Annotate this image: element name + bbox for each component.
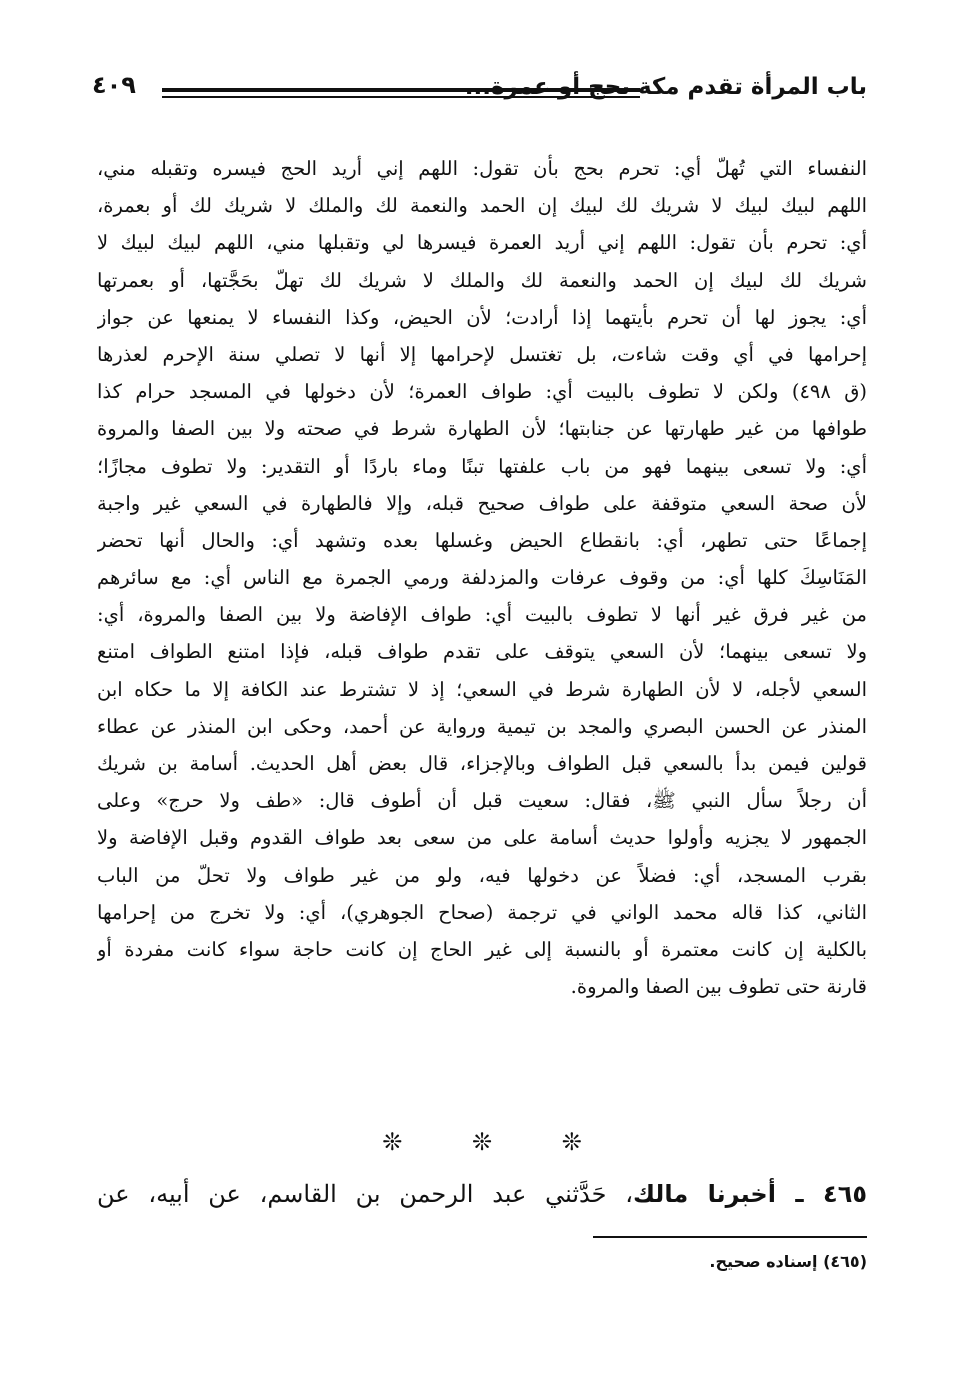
page-number: ٤٠٩ bbox=[92, 71, 136, 99]
text-line: بالكلية إن كانت معتمرة أو بالنسبة إلى غير الحاج إن كانت حاجة سواء كانت مفردة أو bbox=[97, 937, 867, 961]
page-header bbox=[92, 66, 867, 116]
text-line: الثاني، كذا قاله محمد الواني في ترجمة (صحاح الجوهري)، أي: ولا تخرج من إحرامها bbox=[97, 900, 867, 924]
separator-star-icon: ❊ bbox=[471, 1128, 493, 1156]
text-line: من غير فرق غير أنها لا تطوف بالبيت أي: طواف الإفاضة ولا بين الصفا والمروة، أي: bbox=[97, 603, 867, 627]
text-line: السعي لأجله، لا لأن الطهارة شرط في السعي؛ إذ لا تشترط عند الكافة إلا ما حكاه ابن bbox=[97, 677, 867, 701]
commentary-text bbox=[97, 150, 867, 1005]
text-line: إحرامها في أي وقت شاءت، بل تغتسل لإحرامها إلا أنها لا تصلي سنة الإحرم لعذرها bbox=[97, 342, 867, 366]
text-line: المَنَاسِكَ كلها أي: من وقوف عرفات والمزدلفة ورمي الجمرة مع الناس أي: مع سائرهم bbox=[97, 566, 867, 590]
text-line: بقرب المسجد، أي: فضلاً عن دخولها فيه، ولو من غير طواف ولا تحلّ من الباب bbox=[97, 863, 867, 887]
separator-star-icon: ❊ bbox=[382, 1128, 403, 1156]
section-separator bbox=[97, 1127, 867, 1157]
text-line: اللهم لبيك لبيك لا شريك لك لبيك إن الحمد والنعمة لك والملك لا شريك لك أو بعمرة، bbox=[97, 194, 867, 218]
text-line: لأن صحة السعي متوقفة على طواف صحيح قبله، وإلا فالطهارة في السعي غير واجبة bbox=[97, 491, 867, 515]
text-line: قارنة حتى تطوف بين الصفا والمروة. bbox=[570, 975, 867, 999]
text-line: شريك لك لبيك إن الحمد والنعمة لك والملك لا شريك لك تهلّ بحَجَّتها، أو بعمرتها bbox=[97, 268, 867, 292]
text-line: النفساء التي تُهلّ أي: تحرم بحج بأن تقول: اللهم إني أريد الحج فيسره وتقبله مني، bbox=[97, 157, 867, 180]
text-line: الجمهور لا يجزيه وأولوا حديث أسامة على من سعى بعد طواف القدوم وقبل الإفاضة ولا bbox=[97, 826, 867, 850]
separator-star-icon: ❊ bbox=[561, 1128, 582, 1156]
text-line: أي: ولا تسعى بينهما فهو من باب علفتها تبنًا وماء باردًا أو التقدير: ولا تطوف مجازًا؛ bbox=[97, 454, 867, 478]
text-line: أي: تحرم بأن تقول: اللهم إني أريد العمرة فيسرها لي وتقبلها مني، اللهم لبيك لبيك لا bbox=[97, 231, 867, 255]
hadith-chain: ، حَدَّثني عبد الرحمن بن القاسم، عن أبيه، عن bbox=[97, 1180, 633, 1208]
hadith-number-lead: ٤٦٥ ـ أخبرنا مالك bbox=[632, 1180, 867, 1208]
hadith-line bbox=[97, 1175, 867, 1213]
footnote: (٤٦٥) إسناده صحيح. bbox=[709, 1252, 867, 1271]
text-line: طوافها من غير طهارتها عن جنابتها؛ لأن الطهارة شرط في صحته ولا بين الصفا والمروة bbox=[97, 417, 867, 441]
footnote-rule bbox=[593, 1236, 867, 1238]
text-line: المنذر عن الحسن البصري والمجد بن تيمية ورواية عن أحمد، وحكى ابن المنذر عن عطاء bbox=[97, 714, 867, 738]
text-line: قولين فيمن بدأ بالسعي قبل الطواف وبالإجزاء، قال بعض أهل الحديث. أسامة بن شريك bbox=[97, 752, 867, 775]
text-line: ولا تسعى بينهما؛ لأن السعي يتوقف على تقدم طواف قبله، فإذا امتنع الطواف امتنع bbox=[97, 640, 867, 664]
running-title: باب المرأة تقدم مكة بحج أو عمرة... bbox=[464, 74, 867, 100]
text-line: أن رجلاً سأل النبي ﷺ، فقال: سعيت قبل أن أطوف قال: «طف ولا حرج» وعلى bbox=[97, 789, 867, 813]
text-line: أي: يجوز لها أن تحرم بأيتهما إذا أرادت؛ لأن الحيض، وكذا النفساء لا يمنعها عن جواز bbox=[97, 305, 867, 329]
text-line: إجماعًا حتى تطهر، أي: بانقطاع الحيض وغسلها بعده وتشهد أي: والحال أنها تحضر bbox=[97, 528, 867, 552]
text-line: (ق ٤٩٨) ولكن لا تطوف بالبيت أي: طواف العمرة؛ لأن دخولها في المسجد حرام كذا bbox=[97, 380, 867, 404]
